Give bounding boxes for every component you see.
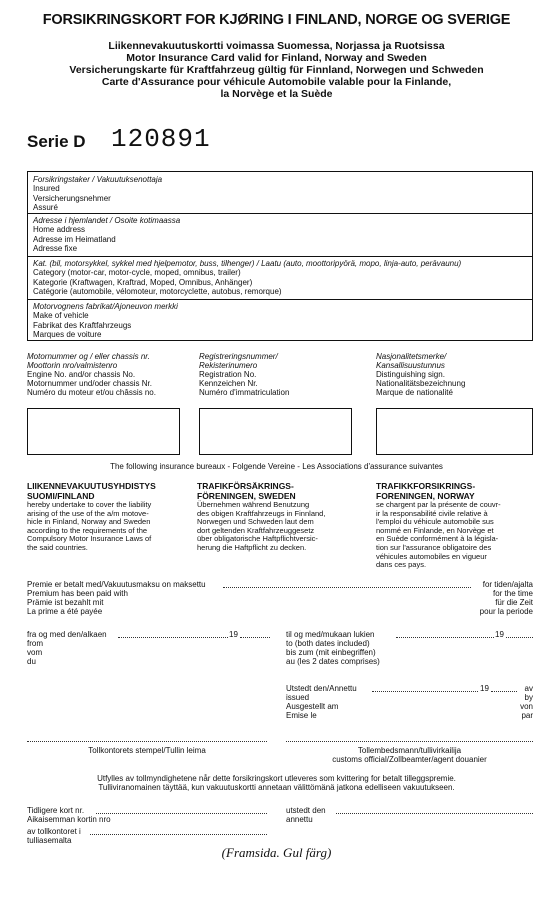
- registration-label-line: Rekisterinumero: [199, 361, 258, 370]
- premium-period-line: for tiden/ajalta: [482, 580, 533, 589]
- issued-label: [286, 684, 446, 720]
- bureau-finland-name: LIIKENNEVAKUUTUSYHDISTYS SUOMI/FINLAND: [27, 481, 156, 501]
- previous-card-number-field[interactable]: [96, 813, 267, 814]
- divider: [28, 299, 532, 300]
- to-date-field[interactable]: [396, 637, 494, 638]
- home-address-header: Adresse i hjemlandet / Osoite kotimaassa: [33, 216, 181, 225]
- premium-label-line: Premie er betalt med/Vakuutusmaksu on maksettu: [27, 580, 206, 589]
- premium-label-line: Premium has been paid with: [27, 589, 128, 598]
- engine-number-label-line: Engine No. and/or chassis No.: [27, 370, 136, 379]
- previous-card-line: Aikaisemman kortin nro: [27, 815, 111, 824]
- issued-date-field[interactable]: [372, 691, 478, 692]
- customs-notice: [0, 774, 553, 792]
- insured-field-line: Assuré: [33, 203, 58, 213]
- to-year-field[interactable]: [506, 637, 533, 638]
- from-date-line: from: [27, 639, 43, 648]
- from-date-line: fra og med den/alkaen: [27, 630, 107, 639]
- serie-label: Serie D: [27, 132, 86, 151]
- engine-number-box[interactable]: [27, 408, 180, 455]
- category-field[interactable]: [33, 259, 528, 297]
- bureaus-heading: The following insurance bureaux - Folgende Vereine - Les Associations d'assurance suivantes: [110, 462, 443, 471]
- issued-line: Ausgestellt am: [286, 702, 339, 711]
- issued-year-prefix: 19: [480, 684, 489, 693]
- previous-issued-date-field[interactable]: [336, 813, 533, 814]
- home-address-line: Adresse im Heimatland: [33, 234, 116, 244]
- nationality-label-line: Marque de nationalité: [376, 388, 453, 397]
- home-address-line: Adresse fixe: [33, 244, 78, 254]
- subtitle-french-1: Carte d'Assurance pour véhicule Automobile valable pour la Finlande,: [101, 76, 452, 88]
- from-date-label: [27, 630, 187, 666]
- to-date-line: bis zum (mit einbegriffen): [286, 648, 376, 657]
- registration-label-line: Kennzeichen Nr.: [199, 379, 258, 388]
- engine-number-label-line: Moottorin nro/valmistenro: [27, 361, 118, 370]
- premium-label: [27, 580, 267, 616]
- card-subtitles: [0, 40, 553, 100]
- registration-label-line: Registreringsnummer/: [199, 352, 278, 361]
- premium-label-line: Prämie ist bezahlt mit: [27, 598, 104, 607]
- bureau-finland-text: hereby undertake to cover the liability arising of the use of the a/m motove- hicle in Finland, Norway and Sweden according to the requirements of the Compulsory Motor Insurance Laws of the said countries.: [27, 500, 152, 552]
- registration-number-label: [199, 352, 364, 397]
- premium-period-line: pour la periode: [479, 607, 533, 616]
- from-year-prefix: 19: [229, 630, 238, 639]
- bureau-norway-text: se chargent par la présente de couvr- ir la responsabilité civile relative à l'emploi du véhicule automobile sus nommé en Finlande, en Norvège et en Suède conformément à la législa- tion sur l'assurance obligatoire des véhicules automobiles en vigueur dans ces pays.: [376, 500, 501, 570]
- divider: [28, 256, 532, 257]
- issued-by-line: by: [524, 693, 533, 702]
- footer-note: (Framsida. Gul färg): [221, 845, 332, 860]
- make-of-vehicle-line: Marques de voiture: [33, 330, 102, 340]
- customs-office-line: tulliasemalta: [27, 836, 72, 845]
- from-year-field[interactable]: [240, 637, 270, 638]
- from-date-line: du: [27, 657, 36, 666]
- bureau-norway: [376, 481, 546, 570]
- engine-number-label: [27, 352, 192, 397]
- registration-number-box[interactable]: [199, 408, 352, 455]
- make-of-vehicle-line: Make of vehicle: [33, 311, 89, 321]
- engine-number-label-line: Numéro du moteur et/ou châssis no.: [27, 388, 156, 397]
- customs-office-line: av tollkontoret i: [27, 827, 81, 836]
- home-address-field[interactable]: [33, 216, 528, 254]
- insured-field-header: Forsikringstaker / Vakuutuksenottaja: [33, 175, 163, 184]
- registration-label-line: Registration No.: [199, 370, 257, 379]
- customs-notice-line: Tulliviranomainen täyttää, kun vakuutuskortti annetaan välittömänä jatkona edelliseen vakuutukseen.: [98, 783, 455, 792]
- previous-issued-label: [286, 806, 396, 824]
- customs-stamp-label: Tollkontorets stempel/Tullin leima: [88, 746, 206, 755]
- nationality-label-line: Kansallisuustunnus: [376, 361, 445, 370]
- premium-period-line: für die Zeit: [495, 598, 533, 607]
- make-of-vehicle-field[interactable]: [33, 302, 528, 340]
- previous-card-line: Tidligere kort nr.: [27, 806, 85, 815]
- customs-official-label-1: Tollembedsmann/tullivirkailija: [357, 746, 462, 755]
- issued-by-line: av: [524, 684, 533, 693]
- nationality-label-line: Distinguishing sign.: [376, 370, 445, 379]
- customs-office-label: [27, 827, 137, 845]
- customs-official-label-2: customs official/Zollbeamter/agent douanier: [332, 755, 487, 764]
- bureau-sweden-text: Übernehmen während Benutzung des obigen Kraftfahrzeugs in Finnland, Norwegen und Schweden laut dem dort geltenden Kraftfahrzeuggesetz über obligatorische Haftpflichtversic- herung die Haftpflicht zu decken.: [197, 500, 326, 552]
- category-line: Catégorie (automobile, vélomoteur, motorcyclette, autobus, remorque): [33, 287, 282, 297]
- to-year-prefix: 19: [495, 630, 504, 639]
- insured-field-line: Insured: [33, 184, 60, 194]
- subtitle-english: Motor Insurance Card valid for Finland, Norway and Sweden: [126, 52, 427, 64]
- divider: [28, 213, 532, 214]
- issued-by-line: par: [521, 711, 533, 720]
- to-date-line: to (both dates included): [286, 639, 370, 648]
- issued-line: Emise le: [286, 711, 317, 720]
- engine-number-label-line: Motornummer und/oder chassis Nr.: [27, 379, 152, 388]
- bureau-sweden: [197, 481, 367, 553]
- premium-period-label: [420, 580, 533, 616]
- issued-line: issued: [286, 693, 310, 702]
- subtitle-german: Versicherungskarte für Kraftfahrzeug gültig für Finnland, Norwegen und Schweden: [69, 64, 484, 76]
- to-date-line: til og med/mukaan lukien: [286, 630, 375, 639]
- customs-notice-line: Utfylles av tollmyndighetene når dette forsikringskort utleveres som kvittering for betalt tilleggspremie.: [97, 774, 456, 783]
- registration-label-line: Numéro d'immatriculation: [199, 388, 290, 397]
- bureau-norway-name: TRAFIKKFORSIKRINGS- FORENINGEN, NORWAY: [376, 481, 476, 501]
- customs-official-signature-field[interactable]: [286, 741, 533, 742]
- insured-field-line: Versicherungsnehmer: [33, 193, 111, 203]
- subtitle-french-2: la Norvège et la Suède: [220, 88, 333, 100]
- to-date-line: au (les 2 dates comprises): [286, 657, 380, 666]
- previous-issued-line: utstedt den: [286, 806, 326, 815]
- engine-number-label-line: Motornummer og / eller chassis nr.: [27, 352, 150, 361]
- previous-issued-line: annettu: [286, 815, 313, 824]
- nationality-label-line: Nationalitätsbezeichnung: [376, 379, 466, 388]
- nationality-label-line: Nasjonalitetsmerke/: [376, 352, 447, 361]
- issued-line: Utstedt den/Annettu: [286, 684, 357, 693]
- customs-stamp-field[interactable]: [27, 741, 267, 742]
- insured-details-box: [27, 171, 533, 341]
- bureau-sweden-name: TRAFIKFÖRSÄKRINGS- FÖRENINGEN, SWEDEN: [197, 481, 296, 501]
- issued-by-line: von: [520, 702, 533, 711]
- category-header: Kat. (bil, motorsykkel, sykkel med hjelpemotor, buss, tilhenger) / Laatu (auto, moottoripyörä, mopo, linja-auto, perävaunu): [33, 259, 462, 268]
- premium-label-line: La prime a été payée: [27, 607, 103, 616]
- insured-field[interactable]: [33, 175, 528, 213]
- previous-card-label: [27, 806, 137, 824]
- to-date-label: [286, 630, 446, 666]
- home-address-line: Home address: [33, 225, 86, 235]
- bureau-finland: [27, 481, 197, 553]
- serie-number: 120891: [111, 124, 211, 154]
- subtitle-finnish: Liikennevakuutuskortti voimassa Suomessa, Norjassa ja Ruotsissa: [108, 40, 445, 52]
- issued-by-label: [500, 684, 533, 720]
- card-title: FORSIKRINGSKORT FOR KJØRING I FINLAND, NORGE OG SVERIGE: [42, 12, 511, 28]
- from-date-line: vom: [27, 648, 43, 657]
- from-date-field[interactable]: [118, 637, 228, 638]
- make-of-vehicle-line: Fabrikat des Kraftfahrzeugs: [33, 320, 132, 330]
- nationality-sign-label: [376, 352, 541, 397]
- nationality-sign-box[interactable]: [376, 408, 533, 455]
- category-line: Category (motor-car, motor-cycle, moped, omnibus, trailer): [33, 268, 241, 278]
- customs-office-field[interactable]: [90, 834, 267, 835]
- category-line: Kategorie (Kraftwagen, Kraftrad, Moped, Omnibus, Anhänger): [33, 277, 253, 287]
- make-of-vehicle-header: Motorvognens fabrikat/Ajoneuvon merkki: [33, 302, 178, 311]
- premium-period-line: for the time: [492, 589, 533, 598]
